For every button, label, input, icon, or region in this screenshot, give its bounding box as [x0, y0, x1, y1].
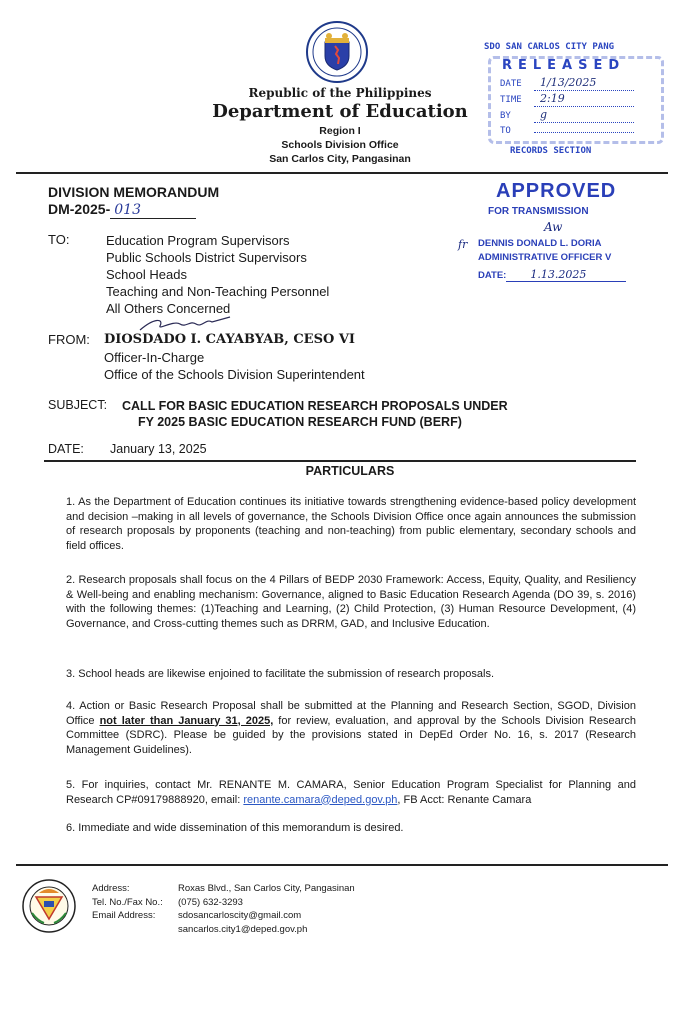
- approved-stamp-for-mark: fr: [458, 238, 468, 251]
- subject-label: SUBJECT:: [48, 398, 108, 412]
- letterhead-republic: Republic of the Philippines: [248, 86, 432, 100]
- footer-values: [178, 882, 355, 936]
- memo-number: [48, 201, 196, 219]
- approved-stamp-title: ADMINISTRATIVE OFFICER V: [478, 252, 612, 263]
- paragraph-6: 6. Immediate and wide dissemination of this memorandum is desired.: [66, 822, 404, 834]
- signature-icon: [134, 316, 254, 332]
- paragraph-5: [66, 778, 636, 807]
- approved-stamp-date-value: 1.13.2025: [506, 268, 626, 282]
- from-label: FROM:: [48, 332, 90, 347]
- header-divider: [16, 172, 668, 174]
- paragraph-4-lead: 4. Action or Basic Research Proposal shall be submitted at the Planning and Research Section, SGOD, Division Office: [66, 700, 636, 727]
- recipient-item: Education Program Supervisors: [106, 233, 290, 248]
- memo-number-value: 013: [110, 202, 196, 219]
- released-time-row: [500, 92, 634, 106]
- email-value-deped[interactable]: sancarlos.city1@deped.gov.ph: [178, 923, 308, 935]
- paragraph-4-rest: for review, evaluation, and approval by the Schools Division Research Committee (SDRC). Please be guided by the provisions stated in DepEd Order No. 16, s. 2017 (Research Management Guidelines).: [66, 714, 636, 756]
- date-divider: [44, 460, 636, 462]
- released-to-row: [500, 124, 634, 138]
- released-time-value: 2:19: [534, 92, 634, 107]
- subject-line-2: FY 2025 BASIC EDUCATION RESEARCH FUND (BERF): [138, 415, 462, 429]
- particulars-heading: PARTICULARS: [305, 464, 395, 478]
- paragraph-5-rest: , FB Acct: Renante Camara: [397, 793, 532, 806]
- date-label: DATE:: [48, 442, 84, 456]
- approved-stamp-purpose: FOR TRANSMISSION: [488, 206, 589, 217]
- memo-number-prefix: DM-2025-: [48, 201, 111, 217]
- email-label: Email Address:: [92, 910, 156, 921]
- released-date-row: [500, 76, 634, 90]
- memo-type: DIVISION MEMORANDUM: [48, 184, 220, 200]
- from-name: DIOSDADO I. CAYABYAB, CESO VI: [104, 332, 355, 347]
- released-stamp-header: SDO SAN CARLOS CITY PANG: [484, 42, 615, 52]
- recipient-list: [106, 232, 329, 317]
- footer-divider: [16, 864, 668, 866]
- recipient-item: Teaching and Non-Teaching Personnel: [106, 284, 330, 299]
- letterhead-department: Department of Education: [212, 101, 468, 122]
- address-value: Roxas Blvd., San Carlos City, Pangasinan: [178, 883, 355, 894]
- released-by-label: BY: [500, 111, 511, 121]
- paragraph-1: 1. As the Department of Education continues its initiative towards strengthening evidence-based policy development and decision –making in all levels of governance, the Schools Division Office once again announces the submission of research proposals by proponents (teaching and non-teaching) from public elementary, secondary schools and field offices.: [66, 496, 636, 552]
- released-date-label: DATE: [500, 79, 522, 89]
- released-stamp: [480, 42, 680, 162]
- letterhead-region: Region I: [319, 125, 361, 137]
- to-label: TO:: [48, 232, 70, 247]
- date-value: January 13, 2025: [110, 442, 207, 456]
- approved-stamp-word: APPROVED: [496, 180, 617, 202]
- from-title: Officer-In-Charge: [104, 350, 205, 365]
- released-date-value: 1/13/2025: [534, 76, 634, 91]
- from-office: Office of the Schools Division Superintendent: [104, 367, 365, 382]
- approved-stamp-initials: Aw: [544, 220, 563, 234]
- recipient-item: All Others Concerned: [106, 301, 231, 316]
- released-by-value: g: [534, 108, 634, 123]
- deadline-emphasis: not later than January 31, 2025,: [99, 714, 274, 727]
- paragraph-5-lead: 5. For inquiries, contact Mr. RENANTE M. CAMARA, Senior Education Program Specialist for Planning and Research CP#09179888920, email:: [66, 779, 636, 806]
- approved-stamp: [458, 180, 678, 294]
- recipient-item: Public Schools District Supervisors: [106, 250, 307, 265]
- approved-stamp-date-label: DATE:: [478, 270, 507, 281]
- released-records-section: RECORDS SECTION: [510, 146, 592, 156]
- address-label: Address:: [92, 883, 130, 894]
- released-stamp-word: RELEASED: [502, 58, 626, 73]
- sdo-san-carlos-seal-icon: [22, 879, 76, 933]
- released-to-line: [534, 132, 634, 133]
- email-value-gmail[interactable]: sdosancarloscity@gmail.com: [178, 910, 302, 921]
- approved-stamp-name: DENNIS DONALD L. DORIA: [478, 238, 602, 249]
- subject-text: [122, 398, 642, 430]
- tel-value: (075) 632-3293: [178, 896, 243, 908]
- approved-stamp-date: [478, 268, 626, 282]
- contact-email-link[interactable]: renante.camara@deped.gov.ph: [243, 793, 398, 806]
- subject-line-1: CALL FOR BASIC EDUCATION RESEARCH PROPOSALS UNDER: [122, 399, 508, 413]
- deped-seal-icon: [305, 20, 369, 84]
- released-by-row: [500, 108, 634, 122]
- tel-label: Tel. No./Fax No.:: [92, 896, 163, 908]
- letterhead-city: San Carlos City, Pangasinan: [269, 153, 411, 165]
- released-time-label: TIME: [500, 95, 522, 105]
- released-to-label: TO: [500, 126, 511, 136]
- paragraph-4: [66, 699, 636, 757]
- recipient-item: School Heads: [106, 267, 187, 282]
- letterhead-office: Schools Division Office: [281, 139, 399, 151]
- paragraph-3: 3. School heads are likewise enjoined to facilitate the submission of research proposals.: [66, 668, 495, 680]
- paragraph-2: 2. Research proposals shall focus on the 4 Pillars of BEDP 2030 Framework: Access, Equity, Quality, and Resiliency & Well-being and enabling mechanism: Governance, aligned to Basic Education Research Agenda (DO 39, s. 2016) with the following themes: (1)Teaching and Learning, (2) Child Protection, (3) Human Resource Development, (4) Governance, and Cross-cutting themes such as DRRM, GAD, and Inclusive Education.: [66, 574, 636, 630]
- footer-labels: [92, 882, 174, 923]
